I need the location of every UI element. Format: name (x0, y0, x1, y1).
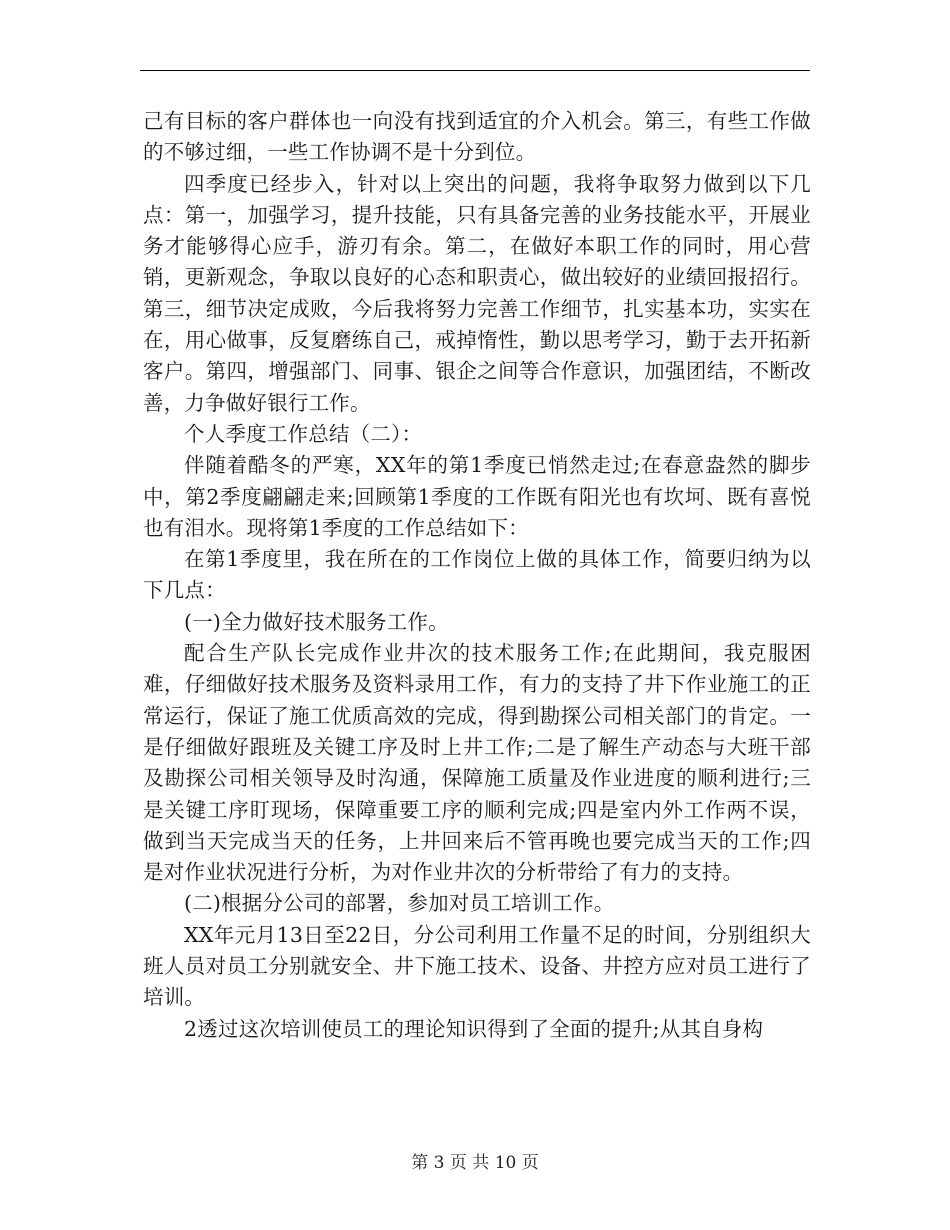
document-body (143, 106, 811, 1045)
paragraph: 配合生产队长完成作业井次的技术服务工作;在此期间，我克服困难，仔细做好技术服务及资料录用工作，有力的支持了井下作业施工的正常运行，保证了施工优质高效的完成，得到勘探公司相关部门的肯定。一是仔细做好跟班及关键工序及时上井工作;二是了解生产动态与大班干部及勘探公司相关领导及时沟通，保障施工质量及作业进度的顺利进行;三是关键工序盯现场，保障重要工序的顺利完成;四是室内外工作两不误，做到当天完成当天的任务，上井回来后不管再晚也要完成当天的工作;四是对作业状况进行分析，为对作业井次的分析带给了有力的支持。 (143, 641, 811, 885)
paragraph: 2透过这次培训使员工的理论知识得到了全面的提升;从其自身构 (184, 1016, 764, 1041)
page-footer: 第 3 页 共 10 页 (411, 1153, 539, 1173)
paragraph: 四季度已经步入，针对以上突出的问题，我将争取努力做到以下几点：第一，加强学习，提升技能，只有具备完善的业务技能水平，开展业务才能够得心应手，游刃有余。第二，在做好本职工作的同时，用心营销，更新观念，争取以良好的心态和职责心，做出较好的业绩回报招行。第三，细节决定成败，今后我将努力完善工作细节，扎实基本功，实实在在，用心做事，反复磨练自己，戒掉惰性，勤以思考学习，勤于去开拓新客户。第四，增强部门、同事、银企之间等合作意识，加强团结，不断改善，力争做好银行工作。 (143, 171, 811, 415)
section-heading: 个人季度工作总结（二）： (184, 421, 423, 446)
paragraph: 在第1季度里，我在所在的工作岗位上做的具体工作，简要归纳为以下几点： (143, 547, 811, 603)
paragraph: 己有目标的客户群体也一向没有找到适宜的介入机会。第三，有些工作做的不够过细，一些工作协调不是十分到位。 (143, 109, 811, 165)
paragraph: 伴随着酷冬的严寒，XX年的第1季度已悄然走过;在春意盎然的脚步中，第2季度翩翩走来;回顾第1季度的工作既有阳光也有坎坷、既有喜悦也有泪水。现将第1季度的工作总结如下： (143, 453, 811, 540)
paragraph: XX年元月13日至22日，分公司利用工作量不足的时间，分别组织大班人员对员工分别就安全、井下施工技术、设备、井控方应对员工进行了培训。 (143, 922, 811, 1010)
header-rule (140, 70, 810, 71)
subsection-heading: (一)全力做好技术服务工作。 (184, 609, 449, 634)
subsection-heading: (二)根据分公司的部署，参加对员工培训工作。 (184, 891, 615, 916)
